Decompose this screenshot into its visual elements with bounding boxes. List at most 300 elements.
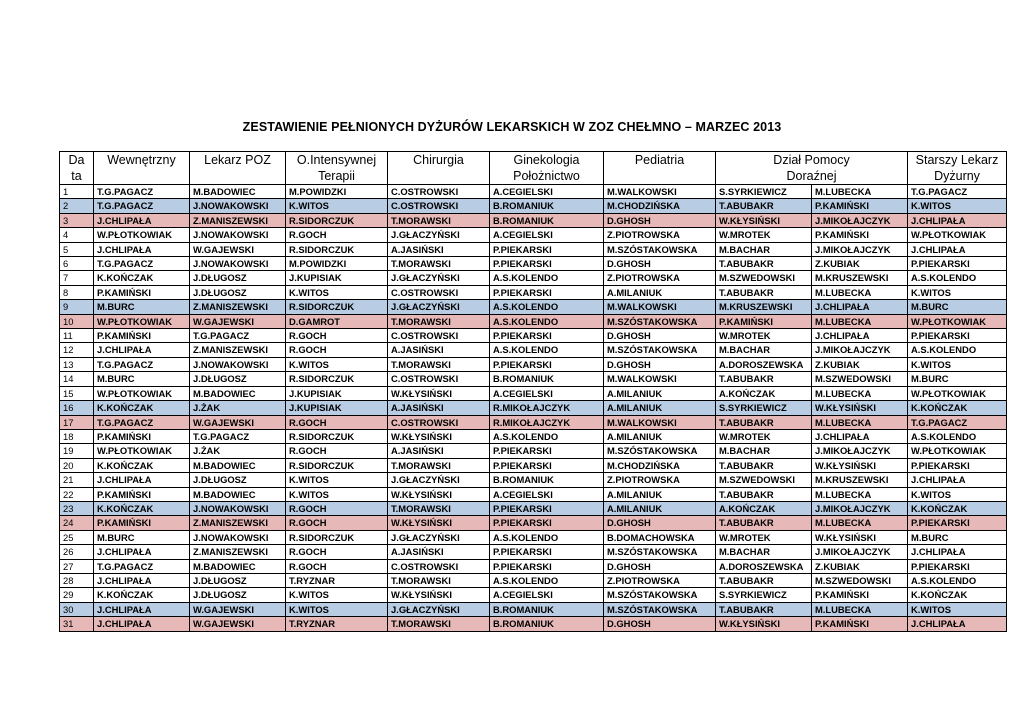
doctor-cell: T.ABUBAKR	[716, 516, 812, 530]
doctor-cell: M.CHODZIŃSKA	[604, 199, 716, 213]
doctor-cell: W.GAJEWSKI	[190, 242, 286, 256]
doctor-cell: T.ABUBAKR	[716, 199, 812, 213]
doctor-cell: R.SIDORCZUK	[286, 458, 388, 472]
doctor-cell: J.DŁUGOSZ	[190, 372, 286, 386]
doctor-cell: W.GAJEWSKI	[190, 617, 286, 631]
doctor-cell: P.PIEKARSKI	[490, 559, 604, 573]
day-cell: 2	[60, 199, 94, 213]
doctor-cell: W.KŁYSIŃSKI	[388, 588, 490, 602]
day-cell: 26	[60, 545, 94, 559]
doctor-cell: K.KOŃCZAK	[94, 458, 190, 472]
header-ginekologia: Ginekologia Położnictwo	[490, 152, 604, 185]
doctor-cell: J.KUPISIAK	[286, 401, 388, 415]
doctor-cell: A.CEGIELSKI	[490, 185, 604, 199]
day-cell: 28	[60, 573, 94, 587]
doctor-cell: W.KŁYSIŃSKI	[388, 429, 490, 443]
doctor-cell: M.CHODZIŃSKA	[604, 458, 716, 472]
doctor-cell: M.WALKOWSKI	[604, 415, 716, 429]
doctor-cell: A.JASIŃSKI	[388, 444, 490, 458]
doctor-cell: W.KŁYSIŃSKI	[812, 401, 908, 415]
doctor-cell: Z.MANISZEWSKI	[190, 300, 286, 314]
doctor-cell: B.ROMANIUK	[490, 199, 604, 213]
doctor-cell: W.PŁOTKOWIAK	[908, 314, 1007, 328]
doctor-cell: J.GŁACZYŃSKI	[388, 473, 490, 487]
doctor-cell: P.PIEKARSKI	[490, 242, 604, 256]
header-lekarz-poz: Lekarz POZ	[190, 152, 286, 185]
doctor-cell: A.S.KOLENDO	[490, 573, 604, 587]
doctor-cell: T.ABUBAKR	[716, 487, 812, 501]
doctor-cell: P.KAMIŃSKI	[94, 516, 190, 530]
doctor-cell: J.CHLIPAŁA	[94, 617, 190, 631]
doctor-cell: J.NOWAKOWSKI	[190, 357, 286, 371]
table-row	[60, 271, 1007, 285]
doctor-cell: J.DŁUGOSZ	[190, 271, 286, 285]
doctor-cell: C.OSTROWSKI	[388, 329, 490, 343]
doctor-cell: R.GOCH	[286, 343, 388, 357]
header-intensive-therapy: O.Intensywnej Terapii	[286, 152, 388, 185]
doctor-cell: R.SIDORCZUK	[286, 530, 388, 544]
table-row	[60, 602, 1007, 616]
table-row	[60, 559, 1007, 573]
doctor-cell: R.MIKOŁAJCZYK	[490, 415, 604, 429]
doctor-cell: T.MORAWSKI	[388, 501, 490, 515]
doctor-cell: A.KOŃCZAK	[716, 386, 812, 400]
doctor-cell: W.KŁYSIŃSKI	[388, 487, 490, 501]
doctor-cell: K.WITOS	[286, 602, 388, 616]
doctor-cell: M.BADOWIEC	[190, 559, 286, 573]
doctor-cell: J.CHLIPAŁA	[908, 545, 1007, 559]
doctor-cell: R.SIDORCZUK	[286, 213, 388, 227]
doctor-cell: J.KUPISIAK	[286, 271, 388, 285]
doctor-cell: J.GŁACZYŃSKI	[388, 300, 490, 314]
table-header-row	[60, 152, 1007, 185]
doctor-cell: M.KRUSZEWSKI	[812, 271, 908, 285]
doctor-cell: M.KRUSZEWSKI	[716, 300, 812, 314]
doctor-cell: K.KOŃCZAK	[94, 501, 190, 515]
doctor-cell: B.ROMANIUK	[490, 213, 604, 227]
day-cell: 25	[60, 530, 94, 544]
doctor-cell: P.PIEKARSKI	[490, 257, 604, 271]
doctor-cell: M.WALKOWSKI	[604, 185, 716, 199]
doctor-cell: W.KŁYSIŃSKI	[716, 213, 812, 227]
doctor-cell: W.PŁOTKOWIAK	[908, 444, 1007, 458]
doctor-cell: P.PIEKARSKI	[908, 516, 1007, 530]
table-row	[60, 199, 1007, 213]
header-pediatria: Pediatria	[604, 152, 716, 185]
doctor-cell: M.LUBECKA	[812, 314, 908, 328]
doctor-cell: T.G.PAGACZ	[908, 415, 1007, 429]
doctor-cell: T.MORAWSKI	[388, 257, 490, 271]
doctor-cell: M.SZÓSTAKOWSKA	[604, 602, 716, 616]
doctor-cell: W.KŁYSIŃSKI	[388, 386, 490, 400]
table-row	[60, 545, 1007, 559]
doctor-cell: T.RYZNAR	[286, 617, 388, 631]
header-dzial-pomocy: Dział Pomocy Doraźnej	[716, 152, 908, 185]
day-cell: 27	[60, 559, 94, 573]
doctor-cell: K.WITOS	[286, 473, 388, 487]
doctor-cell: M.BADOWIEC	[190, 487, 286, 501]
doctor-cell: P.KAMIŃSKI	[812, 617, 908, 631]
doctor-cell: M.BACHAR	[716, 242, 812, 256]
doctor-cell: T.MORAWSKI	[388, 314, 490, 328]
header-wewnetrzny: Wewnętrzny	[94, 152, 190, 185]
doctor-cell: R.SIDORCZUK	[286, 242, 388, 256]
doctor-cell: M.LUBECKA	[812, 415, 908, 429]
doctor-cell: J.CHLIPAŁA	[908, 617, 1007, 631]
day-cell: 3	[60, 213, 94, 227]
doctor-cell: P.PIEKARSKI	[490, 545, 604, 559]
doctor-cell: J.NOWAKOWSKI	[190, 228, 286, 242]
doctor-cell: K.WITOS	[908, 602, 1007, 616]
doctor-cell: Z.KUBIAK	[812, 257, 908, 271]
doctor-cell: T.ABUBAKR	[716, 372, 812, 386]
doctor-cell: J.CHLIPAŁA	[908, 213, 1007, 227]
doctor-cell: M.BADOWIEC	[190, 386, 286, 400]
doctor-cell: K.WITOS	[908, 285, 1007, 299]
doctor-cell: K.WITOS	[908, 357, 1007, 371]
header-chirurgia: Chirurgia	[388, 152, 490, 185]
table-row	[60, 458, 1007, 472]
table-row	[60, 228, 1007, 242]
doctor-cell: M.BURC	[908, 300, 1007, 314]
doctor-cell: J.CHLIPAŁA	[812, 300, 908, 314]
doctor-cell: J.CHLIPAŁA	[94, 343, 190, 357]
day-cell: 30	[60, 602, 94, 616]
doctor-cell: A.MILANIUK	[604, 429, 716, 443]
doctor-cell: K.KOŃCZAK	[94, 271, 190, 285]
doctor-cell: J.MIKOŁAJCZYK	[812, 545, 908, 559]
doctor-cell: C.OSTROWSKI	[388, 415, 490, 429]
doctor-cell: M.LUBECKA	[812, 602, 908, 616]
table-row	[60, 213, 1007, 227]
doctor-cell: R.GOCH	[286, 559, 388, 573]
doctor-cell: P.PIEKARSKI	[490, 501, 604, 515]
doctor-cell: D.GHOSH	[604, 329, 716, 343]
doctor-cell: T.G.PAGACZ	[908, 185, 1007, 199]
doctor-cell: B.ROMANIUK	[490, 473, 604, 487]
doctor-cell: S.SYRKIEWICZ	[716, 401, 812, 415]
table-row	[60, 357, 1007, 371]
doctor-cell: A.S.KOLENDO	[490, 343, 604, 357]
doctor-cell: T.MORAWSKI	[388, 213, 490, 227]
doctor-cell: M.LUBECKA	[812, 285, 908, 299]
table-row	[60, 617, 1007, 631]
doctor-cell: T.ABUBAKR	[716, 415, 812, 429]
doctor-cell: A.DOROSZEWSKA	[716, 559, 812, 573]
doctor-cell: T.ABUBAKR	[716, 602, 812, 616]
doctor-cell: W.MROTEK	[716, 530, 812, 544]
doctor-cell: M.BURC	[94, 372, 190, 386]
table-row	[60, 185, 1007, 199]
doctor-cell: B.DOMACHOWSKA	[604, 530, 716, 544]
doctor-cell: M.BURC	[94, 300, 190, 314]
day-cell: 31	[60, 617, 94, 631]
doctor-cell: R.GOCH	[286, 545, 388, 559]
doctor-cell: P.KAMIŃSKI	[94, 487, 190, 501]
doctor-cell: A.MILANIUK	[604, 386, 716, 400]
doctor-cell: M.BADOWIEC	[190, 185, 286, 199]
doctor-cell: M.BACHAR	[716, 343, 812, 357]
doctor-cell: P.PIEKARSKI	[490, 329, 604, 343]
doctor-cell: R.SIDORCZUK	[286, 300, 388, 314]
day-cell: 22	[60, 487, 94, 501]
doctor-cell: W.PŁOTKOWIAK	[94, 228, 190, 242]
table-row	[60, 372, 1007, 386]
doctor-cell: A.CEGIELSKI	[490, 588, 604, 602]
doctor-cell: D.GHOSH	[604, 617, 716, 631]
day-cell: 11	[60, 329, 94, 343]
doctor-cell: A.JASIŃSKI	[388, 242, 490, 256]
doctor-cell: D.GAMROT	[286, 314, 388, 328]
doctor-cell: M.LUBECKA	[812, 185, 908, 199]
doctor-cell: K.WITOS	[286, 487, 388, 501]
doctor-cell: M.BADOWIEC	[190, 458, 286, 472]
doctor-cell: J.DŁUGOSZ	[190, 588, 286, 602]
doctor-cell: T.G.PAGACZ	[190, 329, 286, 343]
doctor-cell: M.SZÓSTAKOWSKA	[604, 314, 716, 328]
doctor-cell: M.POWIDZKI	[286, 185, 388, 199]
day-cell: 14	[60, 372, 94, 386]
doctor-cell: T.MORAWSKI	[388, 458, 490, 472]
doctor-cell: M.SZWEDOWSKI	[716, 271, 812, 285]
doctor-cell: M.LUBECKA	[812, 386, 908, 400]
day-cell: 10	[60, 314, 94, 328]
doctor-cell: A.S.KOLENDO	[490, 530, 604, 544]
doctor-cell: K.WITOS	[286, 588, 388, 602]
doctor-cell: R.GOCH	[286, 516, 388, 530]
doctor-cell: T.ABUBAKR	[716, 458, 812, 472]
doctor-cell: Z.MANISZEWSKI	[190, 545, 286, 559]
doctor-cell: T.MORAWSKI	[388, 357, 490, 371]
doctor-cell: A.S.KOLENDO	[908, 343, 1007, 357]
header-date: Da ta	[60, 152, 94, 185]
day-cell: 18	[60, 429, 94, 443]
day-cell: 6	[60, 257, 94, 271]
doctor-cell: C.OSTROWSKI	[388, 199, 490, 213]
doctor-cell: R.MIKOŁAJCZYK	[490, 401, 604, 415]
doctor-cell: A.JASIŃSKI	[388, 545, 490, 559]
day-cell: 9	[60, 300, 94, 314]
doctor-cell: J.MIKOŁAJCZYK	[812, 343, 908, 357]
day-cell: 21	[60, 473, 94, 487]
doctor-cell: C.OSTROWSKI	[388, 559, 490, 573]
doctor-cell: P.PIEKARSKI	[490, 458, 604, 472]
doctor-cell: M.POWIDZKI	[286, 257, 388, 271]
doctor-cell: J.MIKOŁAJCZYK	[812, 501, 908, 515]
doctor-cell: P.KAMIŃSKI	[94, 429, 190, 443]
doctor-cell: J.CHLIPAŁA	[94, 213, 190, 227]
doctor-cell: P.KAMIŃSKI	[812, 199, 908, 213]
day-cell: 29	[60, 588, 94, 602]
doctor-cell: T.G.PAGACZ	[94, 185, 190, 199]
doctor-cell: K.WITOS	[908, 199, 1007, 213]
doctor-cell: K.WITOS	[286, 199, 388, 213]
doctor-cell: W.GAJEWSKI	[190, 314, 286, 328]
doctor-cell: J.DŁUGOSZ	[190, 473, 286, 487]
doctor-cell: R.GOCH	[286, 415, 388, 429]
doctor-cell: T.ABUBAKR	[716, 257, 812, 271]
day-cell: 16	[60, 401, 94, 415]
doctor-cell: R.GOCH	[286, 444, 388, 458]
doctor-cell: R.SIDORCZUK	[286, 372, 388, 386]
doctor-cell: A.DOROSZEWSKA	[716, 357, 812, 371]
doctor-cell: J.NOWAKOWSKI	[190, 530, 286, 544]
doctor-cell: T.MORAWSKI	[388, 617, 490, 631]
table-row	[60, 329, 1007, 343]
doctor-cell: W.PŁOTKOWIAK	[908, 228, 1007, 242]
doctor-cell: A.MILANIUK	[604, 285, 716, 299]
doctor-cell: J.CHLIPAŁA	[94, 242, 190, 256]
doctor-cell: A.JASIŃSKI	[388, 343, 490, 357]
doctor-cell: M.BURC	[908, 372, 1007, 386]
doctor-cell: T.G.PAGACZ	[94, 357, 190, 371]
doctor-cell: Z.KUBIAK	[812, 559, 908, 573]
doctor-cell: P.PIEKARSKI	[490, 357, 604, 371]
day-cell: 5	[60, 242, 94, 256]
table-row	[60, 314, 1007, 328]
doctor-cell: W.PŁOTKOWIAK	[94, 314, 190, 328]
doctor-cell: W.KŁYSIŃSKI	[716, 617, 812, 631]
doctor-cell: Z.PIOTROWSKA	[604, 228, 716, 242]
doctor-cell: A.S.KOLENDO	[490, 314, 604, 328]
doctor-cell: P.PIEKARSKI	[490, 516, 604, 530]
doctor-cell: J.CHLIPAŁA	[94, 573, 190, 587]
doctor-cell: K.KOŃCZAK	[94, 401, 190, 415]
doctor-cell: Z.KUBIAK	[812, 357, 908, 371]
doctor-cell: T.RYZNAR	[286, 573, 388, 587]
doctor-cell: M.SZÓSTAKOWSKA	[604, 343, 716, 357]
doctor-cell: J.CHLIPAŁA	[94, 602, 190, 616]
doctor-cell: B.ROMANIUK	[490, 372, 604, 386]
day-cell: 4	[60, 228, 94, 242]
doctor-cell: D.GHOSH	[604, 357, 716, 371]
doctor-cell: W.KŁYSIŃSKI	[812, 458, 908, 472]
doctor-cell: Z.PIOTROWSKA	[604, 573, 716, 587]
doctor-cell: K.KOŃCZAK	[94, 588, 190, 602]
table-row	[60, 386, 1007, 400]
doctor-cell: T.ABUBAKR	[716, 573, 812, 587]
doctor-cell: W.MROTEK	[716, 329, 812, 343]
doctor-cell: M.SZÓSTAKOWSKA	[604, 242, 716, 256]
day-cell: 19	[60, 444, 94, 458]
doctor-cell: M.WALKOWSKI	[604, 372, 716, 386]
doctor-cell: M.BACHAR	[716, 545, 812, 559]
doctor-cell: W.GAJEWSKI	[190, 415, 286, 429]
doctor-cell: T.G.PAGACZ	[190, 429, 286, 443]
doctor-cell: J.CHLIPAŁA	[908, 473, 1007, 487]
doctor-cell: W.KŁYSIŃSKI	[388, 516, 490, 530]
doctor-cell: R.SIDORCZUK	[286, 429, 388, 443]
table-row	[60, 516, 1007, 530]
day-cell: 20	[60, 458, 94, 472]
doctor-cell: P.PIEKARSKI	[908, 458, 1007, 472]
doctor-cell: T.G.PAGACZ	[94, 199, 190, 213]
doctor-cell: T.G.PAGACZ	[94, 257, 190, 271]
day-cell: 23	[60, 501, 94, 515]
doctor-cell: P.KAMIŃSKI	[94, 285, 190, 299]
doctor-cell: W.PŁOTKOWIAK	[94, 444, 190, 458]
doctor-cell: J.GŁACZYŃSKI	[388, 228, 490, 242]
doctor-cell: K.WITOS	[286, 285, 388, 299]
doctor-cell: D.GHOSH	[604, 516, 716, 530]
doctor-cell: K.WITOS	[286, 357, 388, 371]
doctor-cell: J.CHLIPAŁA	[812, 329, 908, 343]
doctor-cell: P.KAMIŃSKI	[94, 329, 190, 343]
doctor-cell: T.G.PAGACZ	[94, 415, 190, 429]
doctor-cell: J.MIKOŁAJCZYK	[812, 242, 908, 256]
day-cell: 1	[60, 185, 94, 199]
doctor-cell: C.OSTROWSKI	[388, 285, 490, 299]
doctor-cell: K.KOŃCZAK	[908, 588, 1007, 602]
doctor-cell: D.GHOSH	[604, 213, 716, 227]
doctor-cell: Z.PIOTROWSKA	[604, 271, 716, 285]
doctor-cell: J.CHLIPAŁA	[94, 545, 190, 559]
doctor-cell: R.GOCH	[286, 501, 388, 515]
doctor-cell: K.WITOS	[908, 487, 1007, 501]
doctor-cell: A.MILANIUK	[604, 487, 716, 501]
doctor-cell: M.KRUSZEWSKI	[812, 473, 908, 487]
doctor-cell: J.NOWAKOWSKI	[190, 257, 286, 271]
table-row	[60, 444, 1007, 458]
doctor-cell: J.DŁUGOSZ	[190, 285, 286, 299]
doctor-cell: A.CEGIELSKI	[490, 386, 604, 400]
doctor-cell: S.SYRKIEWICZ	[716, 588, 812, 602]
doctor-cell: Z.MANISZEWSKI	[190, 343, 286, 357]
doctor-cell: J.ŻAK	[190, 401, 286, 415]
doctor-cell: J.GŁACZYŃSKI	[388, 602, 490, 616]
doctor-cell: C.OSTROWSKI	[388, 372, 490, 386]
table-row	[60, 343, 1007, 357]
day-cell: 15	[60, 386, 94, 400]
doctor-cell: M.BURC	[908, 530, 1007, 544]
doctor-cell: R.GOCH	[286, 228, 388, 242]
doctor-cell: J.CHLIPAŁA	[94, 473, 190, 487]
doctor-cell: P.PIEKARSKI	[908, 257, 1007, 271]
doctor-cell: C.OSTROWSKI	[388, 185, 490, 199]
doctor-cell: M.SZWEDOWSKI	[812, 372, 908, 386]
doctor-cell: M.BACHAR	[716, 444, 812, 458]
doctor-cell: J.DŁUGOSZ	[190, 573, 286, 587]
doctor-cell: A.CEGIELSKI	[490, 228, 604, 242]
doctor-cell: M.WALKOWSKI	[604, 300, 716, 314]
doctor-cell: D.GHOSH	[604, 257, 716, 271]
day-cell: 17	[60, 415, 94, 429]
table-row	[60, 530, 1007, 544]
doctor-cell: P.KAMIŃSKI	[812, 588, 908, 602]
doctor-cell: A.S.KOLENDO	[908, 429, 1007, 443]
table-row	[60, 242, 1007, 256]
doctor-cell: J.NOWAKOWSKI	[190, 199, 286, 213]
doctor-cell: J.GŁACZYŃSKI	[388, 530, 490, 544]
table-row	[60, 487, 1007, 501]
doctor-cell: M.SZÓSTAKOWSKA	[604, 588, 716, 602]
doctor-cell: J.CHLIPAŁA	[812, 429, 908, 443]
doctor-cell: Z.PIOTROWSKA	[604, 473, 716, 487]
table-row	[60, 473, 1007, 487]
table-row	[60, 429, 1007, 443]
doctor-cell: K.KOŃCZAK	[908, 501, 1007, 515]
doctor-cell: J.NOWAKOWSKI	[190, 501, 286, 515]
table-row	[60, 300, 1007, 314]
table-row	[60, 257, 1007, 271]
table-row	[60, 415, 1007, 429]
day-cell: 7	[60, 271, 94, 285]
doctor-cell: A.MILANIUK	[604, 501, 716, 515]
doctor-cell: W.PŁOTKOWIAK	[94, 386, 190, 400]
doctor-cell: P.PIEKARSKI	[490, 444, 604, 458]
doctor-cell: A.S.KOLENDO	[490, 271, 604, 285]
day-cell: 13	[60, 357, 94, 371]
